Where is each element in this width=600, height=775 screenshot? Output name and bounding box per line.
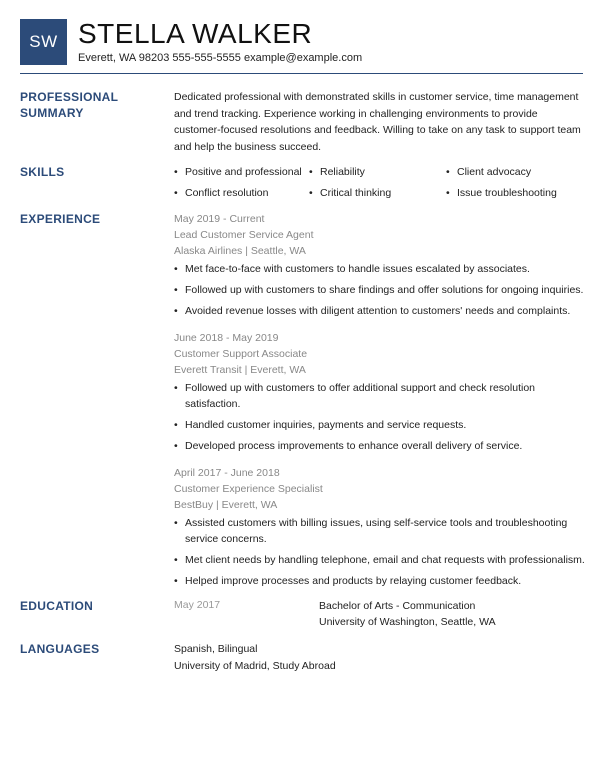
summary-heading — [20, 89, 150, 121]
job-company: Everett Transit | Everett, WA — [174, 364, 306, 376]
skill-item: • Critical thinking — [309, 185, 446, 202]
job-bullet: • Helped improve processes and products by relaying customer feedback. — [174, 573, 586, 589]
skills-heading: SKILLS — [20, 165, 65, 179]
skills-section — [174, 164, 586, 201]
job-bullet: • Followed up with customers to share findings and offer solutions for ongoing inquiries. — [174, 282, 586, 298]
job-dates: June 2018 - May 2019 — [174, 332, 279, 344]
education-heading: EDUCATION — [20, 599, 94, 613]
contact-line — [78, 52, 362, 64]
experience-section — [174, 211, 586, 600]
languages-section — [174, 641, 586, 674]
skill-item: • Issue troubleshooting — [446, 185, 586, 202]
job-bullet: • Met client needs by handling telephone, email and chat requests with professionalism. — [174, 552, 586, 568]
summary-text: Dedicated professional with demonstrated skills in customer service, time management and trend tracking. Experience working in challenging environments to provide customer-focused resolutions and feedback. Willing to take on any task to support team and help the business succeed. — [174, 91, 581, 153]
language-line: Spanish, Bilingual — [174, 643, 258, 655]
summary-heading-line2: SUMMARY — [20, 106, 84, 120]
contact-phone: 555-555-5555 — [172, 52, 241, 64]
skills-grid — [174, 164, 586, 201]
job-company: Alaska Airlines | Seattle, WA — [174, 245, 306, 257]
job-role: Customer Experience Specialist — [174, 483, 323, 495]
education-school: University of Washington, Seattle, WA — [319, 616, 496, 628]
job-bullets — [174, 380, 586, 454]
job-bullet: • Assisted customers with billing issues, using self-service tools and troubleshooting service concerns. — [174, 515, 586, 547]
languages-heading: LANGUAGES — [20, 642, 100, 656]
job-role: Customer Support Associate — [174, 348, 308, 360]
job-dates: May 2019 - Current — [174, 213, 265, 225]
education-degree: Bachelor of Arts - Communication — [319, 600, 476, 612]
candidate-name: STELLA WALKER — [78, 18, 313, 49]
header-divider — [20, 73, 583, 74]
job-bullet: • Handled customer inquiries, payments and service requests. — [174, 417, 586, 433]
skill-item: • Positive and professional — [174, 164, 309, 181]
job-dates: April 2017 - June 2018 — [174, 467, 280, 479]
education-details — [319, 598, 496, 630]
monogram-badge — [20, 19, 67, 65]
job-bullet: • Developed process improvements to enhance overall delivery of service. — [174, 438, 586, 454]
experience-heading: EXPERIENCE — [20, 212, 101, 226]
job-entry — [174, 330, 586, 454]
summary-heading-line1: PROFESSIONAL — [20, 90, 119, 104]
job-company: BestBuy | Everett, WA — [174, 499, 278, 511]
job-bullet: • Met face-to-face with customers to handle issues escalated by associates. — [174, 261, 586, 277]
skill-item: • Conflict resolution — [174, 185, 309, 202]
job-bullet: • Followed up with customers to offer additional support and check resolution satisfaction. — [174, 380, 586, 412]
job-role: Lead Customer Service Agent — [174, 229, 314, 241]
job-bullet: • Avoided revenue losses with diligent attention to customers' needs and complaints. — [174, 303, 586, 319]
skill-item: • Reliability — [309, 164, 446, 181]
education-date: May 2017 — [174, 599, 221, 611]
job-entry — [174, 465, 586, 589]
job-bullets — [174, 515, 586, 589]
job-bullets — [174, 261, 586, 319]
summary-section — [174, 89, 586, 155]
contact-location: Everett, WA 98203 — [78, 52, 170, 64]
job-entry — [174, 211, 586, 319]
skill-item: • Client advocacy — [446, 164, 586, 181]
language-line: University of Madrid, Study Abroad — [174, 659, 336, 672]
contact-email[interactable]: example@example.com — [243, 52, 363, 64]
initials: SW — [29, 32, 58, 51]
